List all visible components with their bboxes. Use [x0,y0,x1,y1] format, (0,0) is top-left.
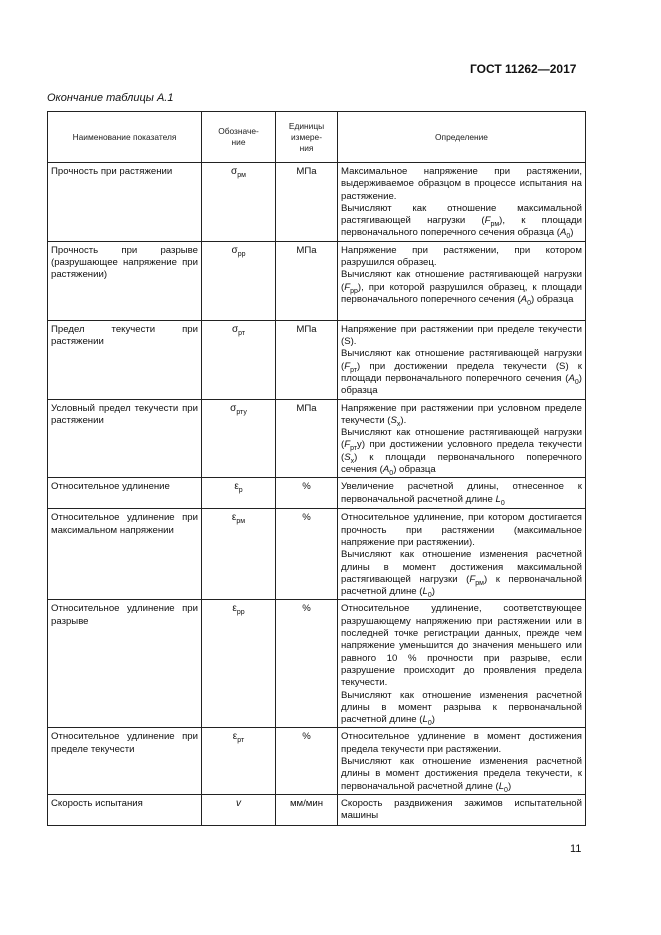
table-row [48,728,586,794]
indicator-symbol: $\sigma_{рр}$ [202,241,276,320]
indicator-symbol: $\varepsilon_р$ [202,478,276,509]
indicator-name: Скорость испытания [48,794,202,825]
standard-header: ГОСТ 11262—2017 [470,62,577,76]
indicator-unit: МПа [276,399,338,478]
indicators-table [47,111,586,826]
indicator-unit: % [276,600,338,728]
table-header-row [48,112,586,163]
indicator-name: Прочность при разрыве (разрушающее напряжение при растяжении) [48,241,202,320]
indicator-definition: Относительное удлинение в момент достижения предела текучести при растяжении. Вычисляют как отношение изменения расчетной длины в момент достижения предела текучести, к первоначальной расчетной длине $(L_0)$ [338,728,586,794]
indicator-name: Прочность при растяжении [48,163,202,242]
indicator-unit: МПа [276,241,338,320]
indicator-symbol: $\sigma_{рт}$ [202,320,276,399]
indicator-name: Условный предел текучести при растяжении [48,399,202,478]
indicator-definition: Увеличение расчетной длины, отнесенное к первоначальной расчетной длине $L_0$ [338,478,586,509]
table-row [48,163,586,242]
indicator-symbol: $\varepsilon_{рр}$ [202,600,276,728]
page-number: 11 [570,843,582,855]
table-row [48,600,586,728]
indicator-definition: Напряжение при растяжении при пределе текучести (S). Вычисляют как отношение растягивающей нагрузки $(F_{рт})$ при достижении предела текучести (S) к площади первоначального поперечного сечения $(A_0)$ образца [338,320,586,399]
indicator-definition: Относительное удлинение, соответствующее разрушающему напряжению при растяжении или в последней точке регистрации данных, прежде чем напряжение уменьшится до значения меньшего или равного 10 % прочности при разрыве, если разрушение происходит до проявления предела текучести. Вычисляют как отношение изменения расчетной длины в момент разрыва к первоначальной расчетной длине $(L_0)$ [338,600,586,728]
indicator-unit: % [276,509,338,600]
table-caption: Окончание таблицы А.1 [47,92,174,104]
col-header-definition: Определение [338,112,586,163]
indicator-unit: МПа [276,163,338,242]
indicator-unit: МПа [276,320,338,399]
indicator-unit: % [276,728,338,794]
indicator-definition: Максимальное напряжение при растяжении, выдерживаемое образцом в процессе испытания на растяжение. Вычисляют как отношение максимальной растягивающей нагрузки $(F_{рм})$, к площади первоначального поперечного сечения образца $(A_0)$ [338,163,586,242]
indicator-unit: мм/мин [276,794,338,825]
indicator-name: Относительное удлинение при максимальном напряжении [48,509,202,600]
table-row [48,320,586,399]
indicator-definition: Относительное удлинение, при котором достигается прочность при растяжении (максимальное напряжение при растяжении). Вычисляют как отношение изменения расчетной длины в момент достижения максимальной растягивающей нагрузки $(F_{рм})$ к первоначальной расчетной длине $(L_0)$ [338,509,586,600]
indicator-symbol: $\varepsilon_{рм}$ [202,509,276,600]
table-row [48,399,586,478]
col-header-unit: Единицы измере- ния [276,112,338,163]
indicator-name: Относительное удлинение при пределе текучести [48,728,202,794]
indicator-name: Относительное удлинение [48,478,202,509]
indicator-symbol: v [202,794,276,825]
table-row [48,794,586,825]
col-header-symbol: Обозначе- ние [202,112,276,163]
indicator-symbol: $\sigma_{рм}$ [202,163,276,242]
table-row [48,509,586,600]
col-header-name: Наименование показателя [48,112,202,163]
indicator-unit: % [276,478,338,509]
table-row [48,478,586,509]
indicator-symbol: $\sigma_{рту}$ [202,399,276,478]
table-row [48,241,586,320]
indicator-name: Предел текучести при растяжении [48,320,202,399]
indicator-definition: Скорость раздвижения зажимов испытательной машины [338,794,586,825]
indicator-name: Относительное удлинение при разрыве [48,600,202,728]
indicator-definition: Напряжение при растяжении, при котором разрушился образец. Вычисляют как отношение растягивающей нагрузки $(F_{рр})$, при которой разрушился образец, к площади первоначального поперечного сечения $(A_0)$ образца [338,241,586,320]
indicator-symbol: $\varepsilon_{рт}$ [202,728,276,794]
indicator-definition: Напряжение при растяжении при условном пределе текучести $(S_x)$. Вычисляют как отношение растягивающей нагрузки $(F_{рт}у)$ при достижении условного предела текучести $(S_x)$ к площади первоначального поперечного сечения $(A_0)$ образца [338,399,586,478]
